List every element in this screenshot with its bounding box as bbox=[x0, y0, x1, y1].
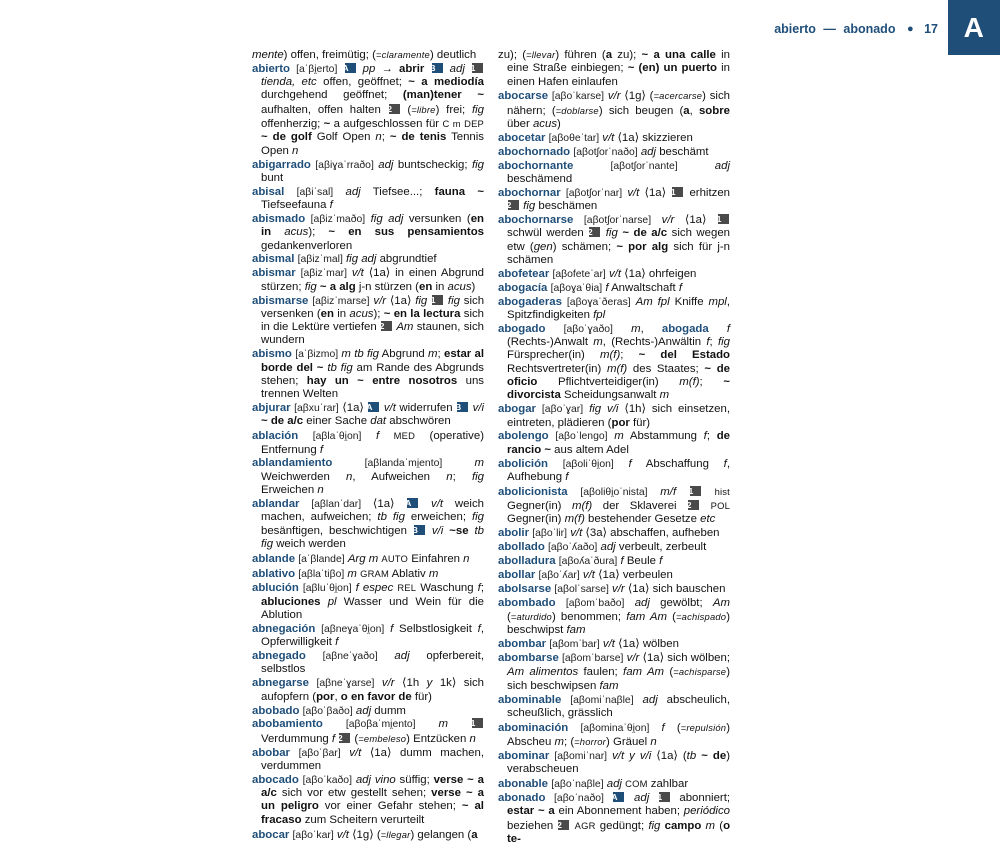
dictionary-entry: abominación [aβominaˈθi̯on] f (=repulsión) Abscheu m; (=horror) Gräuel n bbox=[498, 721, 730, 749]
dictionary-entry: mente) offen, freimütig; (=claramente) deutlich bbox=[252, 49, 477, 61]
dictionary-entry: abogacía [aβoɣaˈθia] f Anwaltschaft f bbox=[498, 281, 682, 294]
dictionary-entry: abnegarse [aβneˈɣarse] v/r ⟨1h y 1k⟩ sich aufopfern (por, o en favor de für) bbox=[252, 677, 485, 703]
dictionary-entry: abonable [aβoˈnaβle] adj COM zahlbar bbox=[498, 778, 689, 791]
dictionary-entry: abochornar [aβotʃorˈnar] v/t ⟨1a⟩ 1 erhitzen 2 fig beschämen bbox=[498, 186, 730, 213]
dictionary-entry: abochornarse [aβotʃorˈnarse] v/r ⟨1a⟩ 1 schwül werden 2 fig ~ de a/c sich wegen etw (gen) schämen; ~ por alg sich für j-n schämen bbox=[498, 214, 731, 267]
dictionary-entry: ablandar [aβlanˈdar] ⟨1a⟩ A v/t weich machen, aufweichen; tb fig erweichen; fig besänftigen, beschwichtigen B v/i ~se tb fig weich werden bbox=[252, 497, 485, 550]
dictionary-entry: abnegado [aβneˈɣaðo] adj opferbereit, selbstlos bbox=[252, 650, 484, 676]
dictionary-entry: abogado [aβoˈɣaðo] m, abogada f (Rechts-)Anwalt m, (Rechts-)Anwältin f; fig Fürsprecher(in) m(f); ~ del Estado Rechtsvertreter(in) m(f) des Staates; ~ de oficio Pflichtverteidiger(in) m(f); ~ divorcista Scheidungsanwalt m bbox=[498, 322, 731, 402]
dictionary-entry: abombarse [aβomˈbarse] v/r ⟨1a⟩ sich wölben; Am alimentos faulen; fam Am (=achisparse) sich beschwipsen fam bbox=[498, 652, 730, 692]
dictionary-entry: abolladura [aβoʎaˈðura] f Beule f bbox=[498, 555, 663, 568]
dictionary-entry: abocar [aβoˈkar] v/t ⟨1g⟩ (=llegar) gelangen (a bbox=[252, 828, 478, 841]
running-head bbox=[774, 22, 938, 36]
page-header bbox=[240, 0, 1000, 55]
dictionary-entry: ablativo [aβlaˈtiβo] m GRAM Ablativ m bbox=[252, 567, 439, 580]
dictionary-entry: abochornado [aβotʃorˈnaðo] adj beschämt bbox=[498, 145, 709, 158]
dictionary-entry: abierto [aˈβi̯erto] A pp → abrir B adj 1 tienda, etc offen, geöffnet; ~ a mediodía durchgehend geöffnet; (man)tener ~ aufhalten, offen halten 2 (=libre) frei; fig offenherzig; ~ a aufgeschlossen für C m DEP ~ de golf Golf Open n; ~ de tenis Tennis Open n bbox=[252, 62, 485, 157]
dictionary-entry: abobar [aβoˈβar] v/t ⟨1a⟩ dumm machen, verdummen bbox=[252, 746, 484, 772]
dictionary-entry: abominable [aβomiˈnaβle] adj abscheulich, scheußlich, grässlich bbox=[498, 693, 730, 719]
dictionary-entry: ablande [aˈβlande] Arg m AUTO Einfahren n bbox=[252, 552, 470, 565]
dictionary-entry: ablución [aβluˈθi̯on] f espec REL Waschung f; abluciones pl Wasser und Wein für die Ablution bbox=[252, 582, 484, 622]
running-head-dash: — bbox=[823, 22, 836, 36]
dictionary-entry: abofetear [aβofeteˈar] v/t ⟨1a⟩ ohrfeigen bbox=[498, 267, 697, 280]
dictionary-page bbox=[240, 0, 1000, 845]
text-columns bbox=[240, 48, 1000, 845]
dictionary-entry: abocado [aβoˈkaðo] adj vino süffig; verse ~ a a/c sich vor etw gestellt sehen; verse ~ a un peligro vor einer Gefahr stehen; ~ al fracaso zum Scheitern verurteilt bbox=[252, 773, 484, 826]
dictionary-entry: abombado [aβomˈbaðo] adj gewölbt; Am (=aturdido) benommen; fam Am (=achispado) beschwipst fam bbox=[498, 596, 730, 637]
dictionary-entry: abolsarse [aβolˈsarse] v/r ⟨1a⟩ sich bauschen bbox=[498, 582, 726, 595]
dictionary-entry: abochornante [aβotʃorˈnante] adj beschämend bbox=[498, 159, 730, 186]
dictionary-entry: abismar [aβizˈmar] v/t ⟨1a⟩ in einen Abgrund stürzen; fig ~ a alg j-n stürzen (en in acus) bbox=[252, 267, 484, 293]
dictionary-entry: abismal [aβizˈmal] fig adj abgrundtief bbox=[252, 253, 437, 266]
dictionary-entry: abocetar [aβoθeˈtar] v/t ⟨1a⟩ skizzieren bbox=[498, 131, 693, 144]
dictionary-entry: abombar [aβomˈbar] v/t ⟨1a⟩ wölben bbox=[498, 638, 679, 651]
dictionary-entry: abismado [aβizˈmaðo] fig adj versunken (en in acus); ~ en sus pensamientos gedankenverloren bbox=[252, 212, 484, 252]
dictionary-entry: abnegación [aβneɣaˈθi̯on] f Selbstlosigkeit f, Opferwilligkeit f bbox=[252, 622, 484, 649]
dictionary-entry: abisal [aβiˈsal] adj Tiefsee...; fauna ~ Tiefseefauna f bbox=[252, 185, 484, 212]
dictionary-entry: abismarse [aβizˈmarse] v/r ⟨1a⟩ fig 1 fig sich versenken (en in acus); ~ en la lectura sich in die Lektüre vertiefen 2 Am staunen, sich wundern bbox=[252, 294, 485, 347]
dictionary-entry: ablación [aβlaˈθi̯on] f MED (operative) Entfernung f bbox=[252, 430, 484, 456]
dictionary-entry: abismo [aˈβizmo] m tb fig Abgrund m; estar al borde del ~ tb fig am Rande des Abgrunds stehen; hay un ~ entre nosotros uns trennen Welten bbox=[252, 348, 484, 401]
column-right bbox=[498, 48, 730, 847]
dictionary-entry: abolengo [aβoˈlengo] m Abstammung f; de rancio ~ aus altem Adel bbox=[498, 430, 731, 456]
dictionary-entry: ablandamiento [aβlandaˈmi̯ento] m Weichwerden n, Aufweichen n; fig Erweichen n bbox=[252, 457, 484, 497]
dictionary-entry: zu); (=llevar) führen (a zu); ~ a una calle in eine Straße einbiegen; ~ (en) un puerto in einen Hafen einlaufen bbox=[498, 49, 730, 88]
dictionary-entry: abolición [aβoliˈθi̯on] f Abschaffung f, Aufhebung f bbox=[498, 457, 731, 483]
dictionary-entry: abogar [aβoˈɣar] fig v/i ⟨1h⟩ sich einsetzen, eintreten, plädieren (por für) bbox=[498, 403, 730, 429]
running-head-left-word: abierto bbox=[774, 22, 816, 36]
dictionary-entry: abollado [aβoˈʎaðo] adj verbeult, zerbeult bbox=[498, 541, 707, 554]
dictionary-entry: abominar [aβomiˈnar] v/t y v/i ⟨1a⟩ (tb ~ de) verabscheuen bbox=[498, 749, 730, 776]
dictionary-entry: abollar [aβoˈʎar] v/t ⟨1a⟩ verbeulen bbox=[498, 568, 673, 581]
dictionary-entry: abigarrado [aβiɣaˈrraðo] adj buntscheckig; fig bunt bbox=[252, 158, 484, 184]
dictionary-entry: abocarse [aβoˈkarse] v/r ⟨1g⟩ (=acercarse) sich nähern; (=doblarse) sich beugen (a, sobre über acus) bbox=[498, 90, 730, 131]
dictionary-entry: abolicionista [aβoliθi̯oˈnista] m/f 1 hist Gegner(in) m(f) der Sklaverei 2 POL Gegner(in) m(f) bestehender Gesetze etc bbox=[498, 485, 730, 526]
thumb-index-letter: A bbox=[948, 0, 1000, 55]
column-left bbox=[252, 48, 484, 842]
dictionary-entry: abobado [aβoˈβaðo] adj dumm bbox=[252, 704, 406, 717]
dictionary-entry: abogaderas [aβoɣaˈðeras] Am fpl Kniffe mpl, Spitzfindigkeiten fpl bbox=[498, 295, 731, 321]
dictionary-entry: abolir [aβoˈlir] v/t ⟨3a⟩ abschaffen, aufheben bbox=[498, 527, 720, 540]
running-head-right-word: abonado bbox=[843, 22, 896, 36]
dictionary-entry: abonado [aβoˈnaðo] A adj 1 abonniert; estar ~ a ein Abonnement haben; periódico beziehen 2 AGR gedüngt; fig campo m (o te- bbox=[498, 792, 731, 845]
page-number: 17 bbox=[924, 22, 938, 36]
dictionary-entry: abobamiento [aβoβaˈmi̯ento] m 1 Verdummung f 2 (=embeleso) Entzücken n bbox=[252, 718, 484, 746]
dictionary-entry: abjurar [aβxuˈrar] ⟨1a⟩ A v/t widerrufen B v/i ~ de a/c einer Sache dat abschwören bbox=[252, 402, 484, 428]
running-head-separator-dot: ● bbox=[906, 23, 914, 35]
